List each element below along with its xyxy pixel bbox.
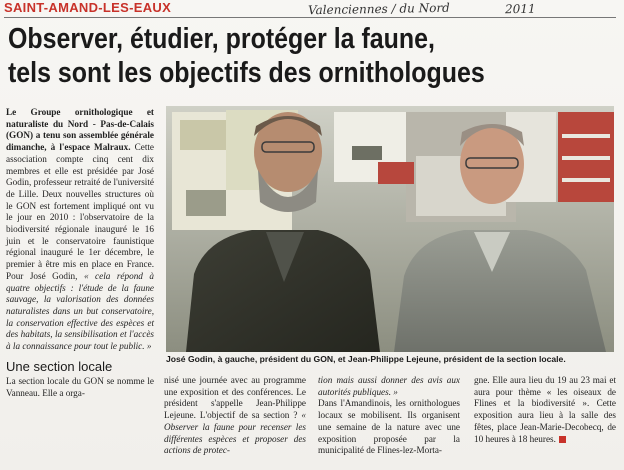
body-text: Cette association compte cinq cent dix membres et elle est présidée par José Godin, professeur retraité de l'université de Lille. Deux nouvelles structures où le GON est fortement impliqué ont vu le jour en 2010 : l'observatoire de la biodiversité régionale inauguré le 16 juin et le conservatoire faunistique régional inauguré le 1er décembre, le premier à être mis en place en France. Pour José Godin, [6, 142, 154, 281]
headline-line-2: tels sont les objectifs des ornithologues [8, 57, 485, 89]
subheading: Une section locale [6, 358, 113, 374]
godin-quote: « cela répond à quatre objectifs : l'étude de la faune sauvage, la valorisation des données naturalistes dans un but conservatoire, la conservation effective des espèces et des habitats, la sensibilisation et l'accès à la connaissance pour tout le public. » [6, 270, 154, 352]
article-photo [166, 106, 614, 352]
headline [8, 22, 524, 90]
column-2-text: nisé une journée avec au programme une exposition et des conférences. Le président s'appelle Jean-Philippe Lejeune. L'objectif de sa section ? [164, 375, 306, 421]
column-1 [6, 107, 154, 467]
headline-line-1: Observer, étudier, protéger la faune, [8, 23, 435, 55]
column-3 [318, 375, 460, 457]
quote-continuation: tion mais aussi donner des avis aux autorités publiques. » [318, 375, 460, 397]
photo-caption: José Godin, à gauche, président du GON, et Jean-Philippe Lejeune, président de la section locale. [166, 354, 566, 364]
section-label: SAINT-AMAND-LES-EAUX [4, 0, 172, 15]
column-1-body [6, 107, 154, 353]
lead-paragraph: Le Groupe ornithologique et naturaliste du Nord - Pas-de-Calais (GON) a tenu son assemblée générale dimanche, à l'espace Malraux. [6, 107, 154, 153]
column-3-text: Dans l'Amandinois, les ornithologues locaux se mobilisent. Ils organisent une semaine de la nature avec une exposition proposée par la municipalité de Flines-lez-Morta- [318, 398, 460, 456]
article-end-mark-icon [559, 436, 566, 443]
handwritten-source: Valenciennes / du Nord [307, 0, 450, 18]
column-1-end: La section locale du GON se nomme le Vanneau. Elle a orga- [6, 376, 154, 399]
column-4 [474, 375, 616, 445]
column-4-text: gne. Elle aura lieu du 19 au 23 mai et aura pour thème « les oiseaux de Flines et la biodiversité ». Cette exposition aura lieu à la salle des fêtes, place Jean-Marie-Decobecq, de 10 heures à 18 heures. [474, 375, 616, 444]
lejeune-quote: « Observer la faune pour recenser les différentes espèces et proposer des actions de protec- [164, 410, 306, 456]
header-rule [4, 17, 616, 18]
two-men-exhibition-photo [166, 106, 614, 352]
column-2 [164, 375, 306, 457]
handwritten-year: 2011 [504, 1, 536, 17]
